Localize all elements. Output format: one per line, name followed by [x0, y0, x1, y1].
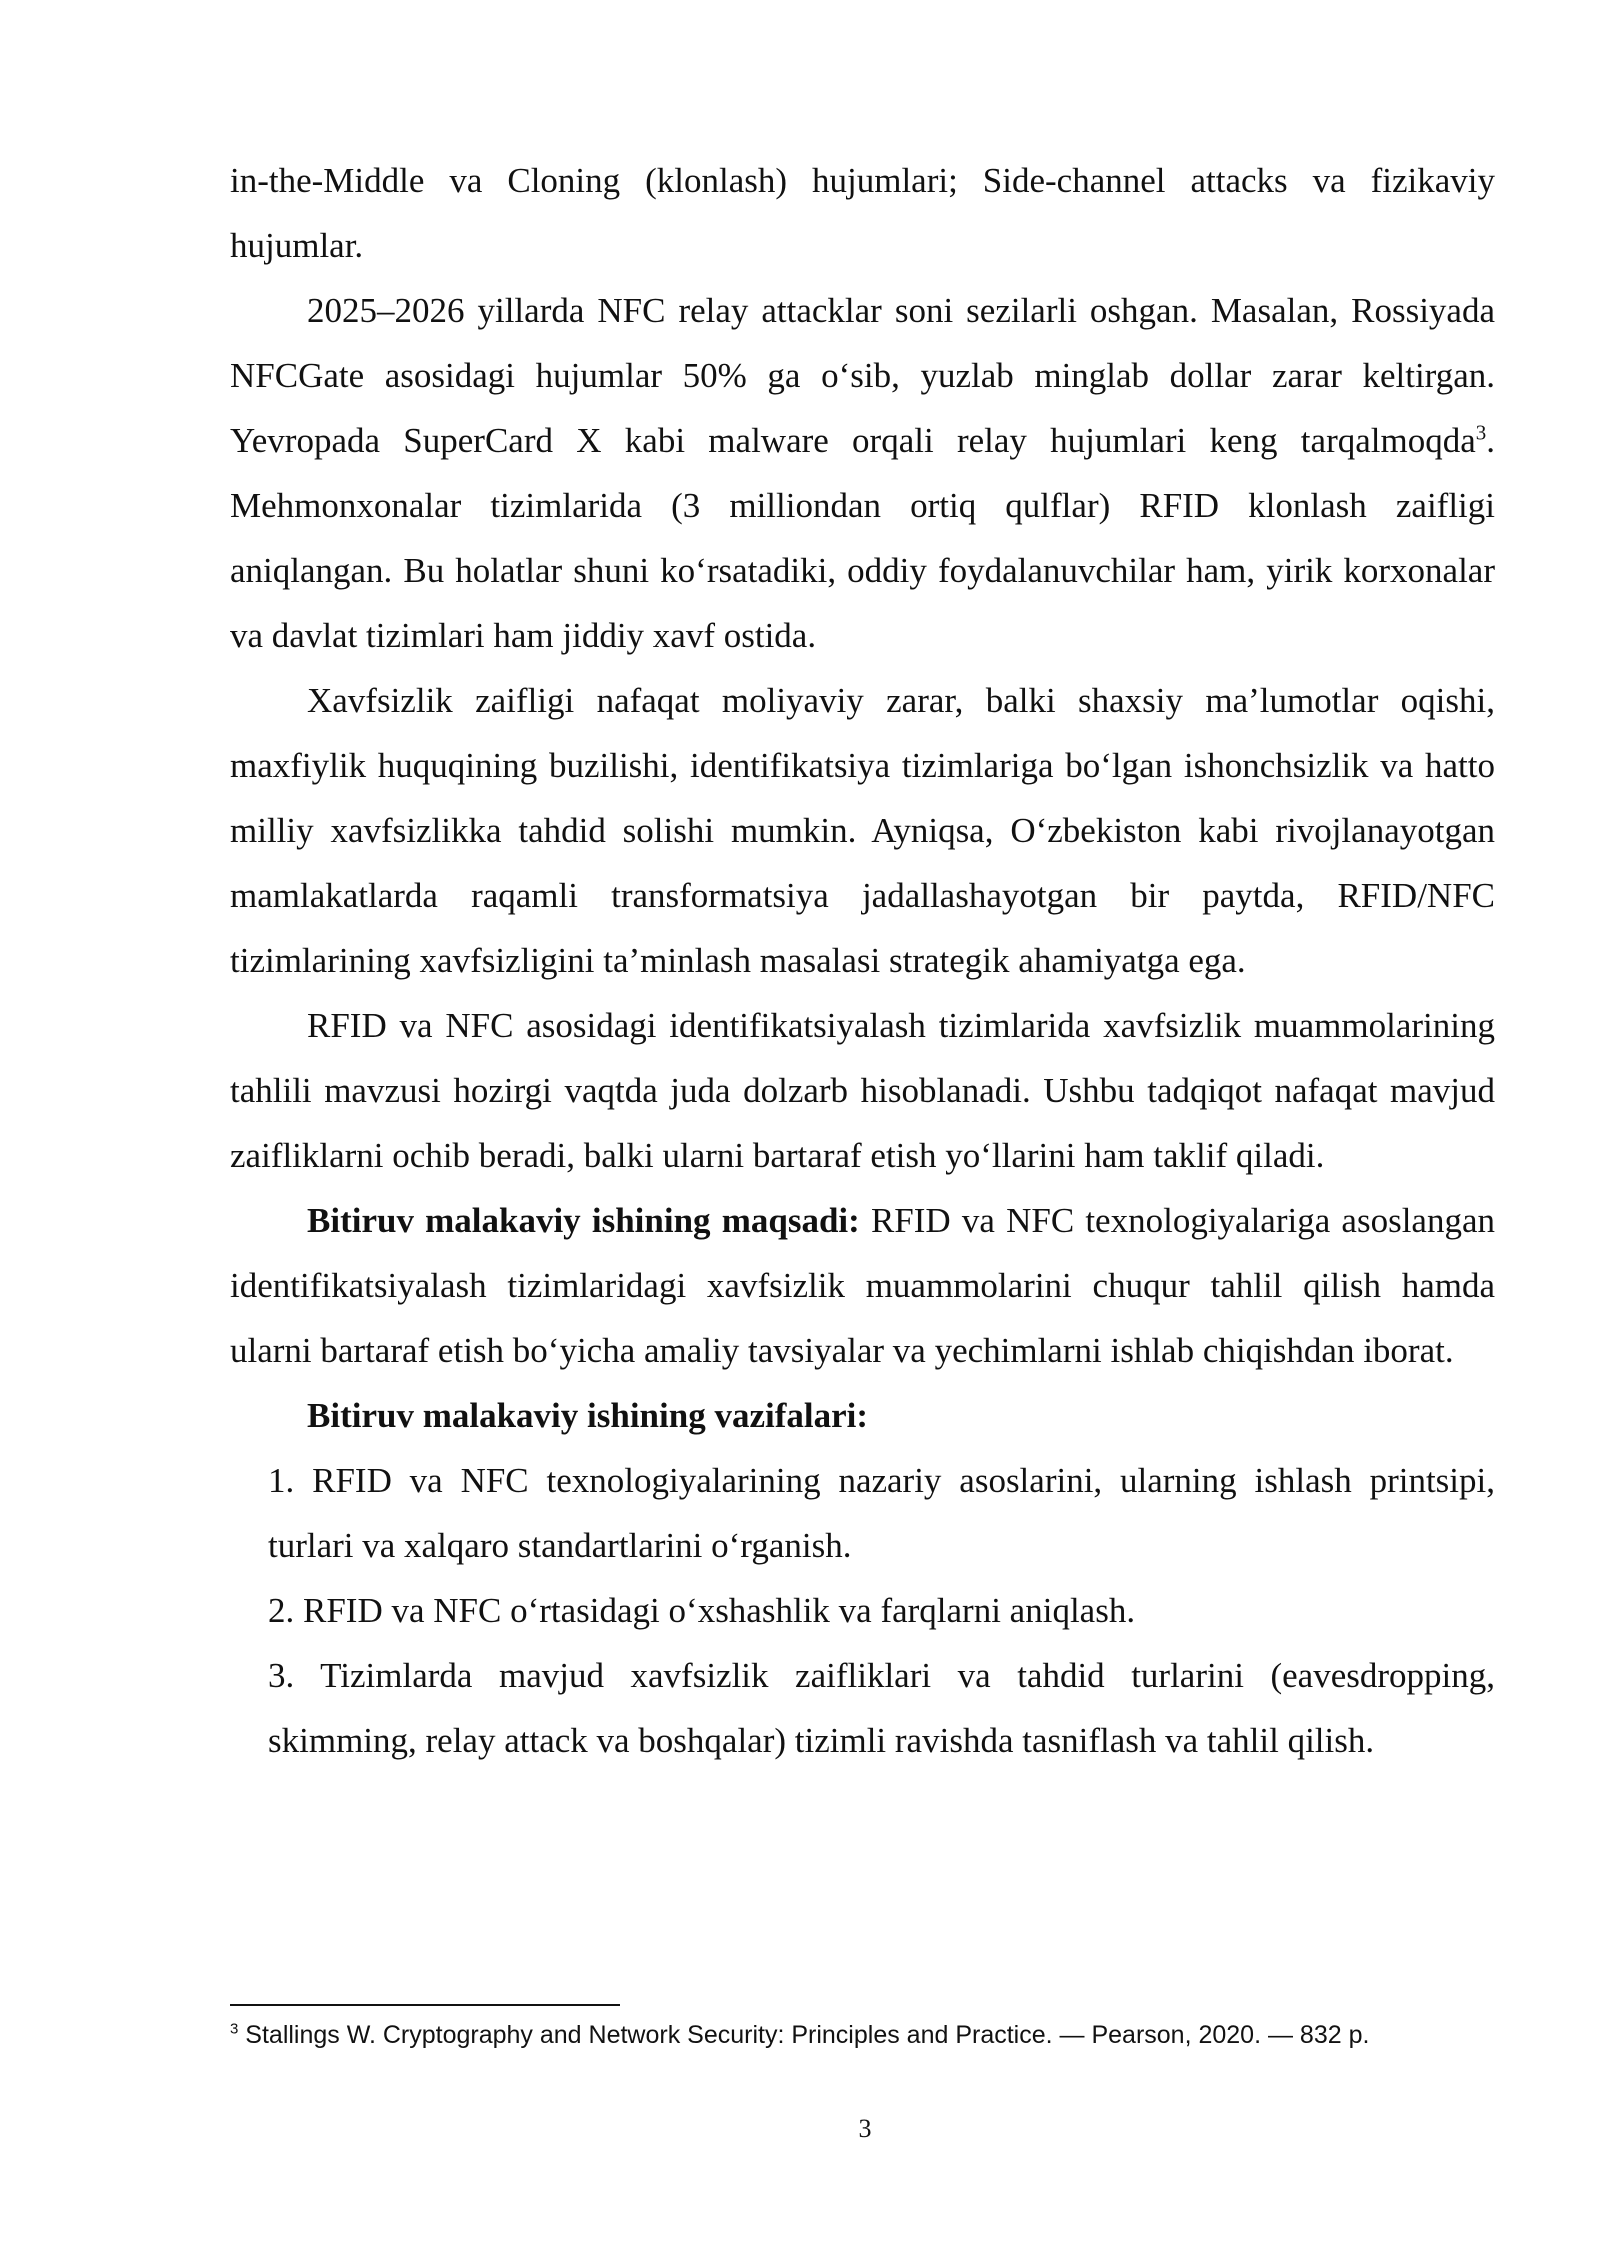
tasks-heading: Bitiruv malakaviy ishining vazifalari:: [307, 1396, 869, 1435]
list-item-text: RFID va NFC texnologiyalarining nazariy asoslarini, ularning ishlash printsipi, turlari va xalqaro standartlarini o‘rganish.: [268, 1461, 1495, 1565]
footnote-marker: 3: [230, 2020, 239, 2038]
list-item: [230, 1643, 1495, 1773]
goal-text: RFID va NFC texnologiyalariga asoslangan identifikatsiyalash tizimlaridagi xavfsizlik muammolarini chuqur tahlil qilish hamda ularni bartaraf etish bo‘yicha amaliy tavsiyalar va yechimlarni ishlab chiqishdan iborat.: [230, 1201, 1495, 1370]
list-item: [230, 1448, 1495, 1578]
list-item-number: 2.: [268, 1591, 295, 1630]
paragraph-1: in-the-Middle va Cloning (klonlash) hujumlari; Side-channel attacks va fizikaviy hujumlar.: [230, 161, 1495, 265]
list-item-text: RFID va NFC o‘rtasidagi o‘xshashlik va farqlarni aniqlash.: [294, 1591, 1136, 1630]
list-item-number: 1.: [268, 1461, 295, 1500]
paragraph-3: Xavfsizlik zaifligi nafaqat moliyaviy zarar, balki shaxsiy ma’lumotlar oqishi, maxfiylik huquqining buzilishi, identifikatsiya tizimlariga bo‘lgan ishonchsizlik va hatto milliy xavfsizlikka tahdid solishi mumkin. Ayniqsa, O‘zbekiston kabi rivojlanayotgan mamlakatlarda raqamli transformatsiya jadallashayotgan bir paytda, RFID/NFC tizimlarining xavfsizligini ta’minlash masalasi strategik ahamiyatga ega.: [230, 681, 1495, 980]
paragraph-4: RFID va NFC asosidagi identifikatsiyalash tizimlarida xavfsizlik muammolarining tahlili mavzusi hozirgi vaqtda juda dolzarb hisoblanadi. Ushbu tadqiqot nafaqat mavjud zaifliklarni ochib beradi, balki ularni bartaraf etish yo‘llarini ham taklif qiladi.: [230, 1006, 1495, 1175]
paragraph-2-text-b: . Mehmonxonalar tizimlarida (3 milliondan ortiq qulflar) RFID klonlash zaifligi aniqlangan. Bu holatlar shuni ko‘rsatadiki, oddiy foydalanuvchilar ham, yirik korxonalar va davlat tizimlari ham jiddiy xavf ostida.: [230, 421, 1495, 655]
goal-label: Bitiruv malakaviy ishining maqsadi:: [307, 1201, 860, 1240]
list-item: [230, 1578, 1495, 1643]
paragraph-2: [230, 278, 1495, 668]
paragraph-2-text-a: 2025–2026 yillarda NFC relay attacklar soni sezilarli oshgan. Masalan, Rossiyada NFCGate asosidagi hujumlar 50% ga o‘sib, yuzlab minglab dollar zarar keltirgan. Yevropada SuperCard X kabi malware orqali relay hujumlari keng tarqalmoqda: [230, 291, 1495, 460]
page-number: 3: [858, 2114, 872, 2143]
footnote: [230, 2018, 1495, 2052]
footnote-text: Stallings W. Cryptography and Network Security: Principles and Practice. — Pearson, 2020. — 832 p.: [238, 2021, 1370, 2049]
list-item-number: 3.: [268, 1656, 295, 1695]
footnote-divider: [230, 2004, 620, 2006]
main-text: [230, 148, 1495, 1773]
tasks-list: [230, 1448, 1495, 1773]
footnote-reference: 3: [1475, 420, 1487, 445]
goal-paragraph: [230, 1188, 1495, 1383]
list-item-text: Tizimlarda mavjud xavfsizlik zaifliklari va tahdid turlarini (eavesdropping, skimming, relay attack va boshqalar) tizimli ravishda tasniflash va tahlil qilish.: [268, 1656, 1495, 1760]
